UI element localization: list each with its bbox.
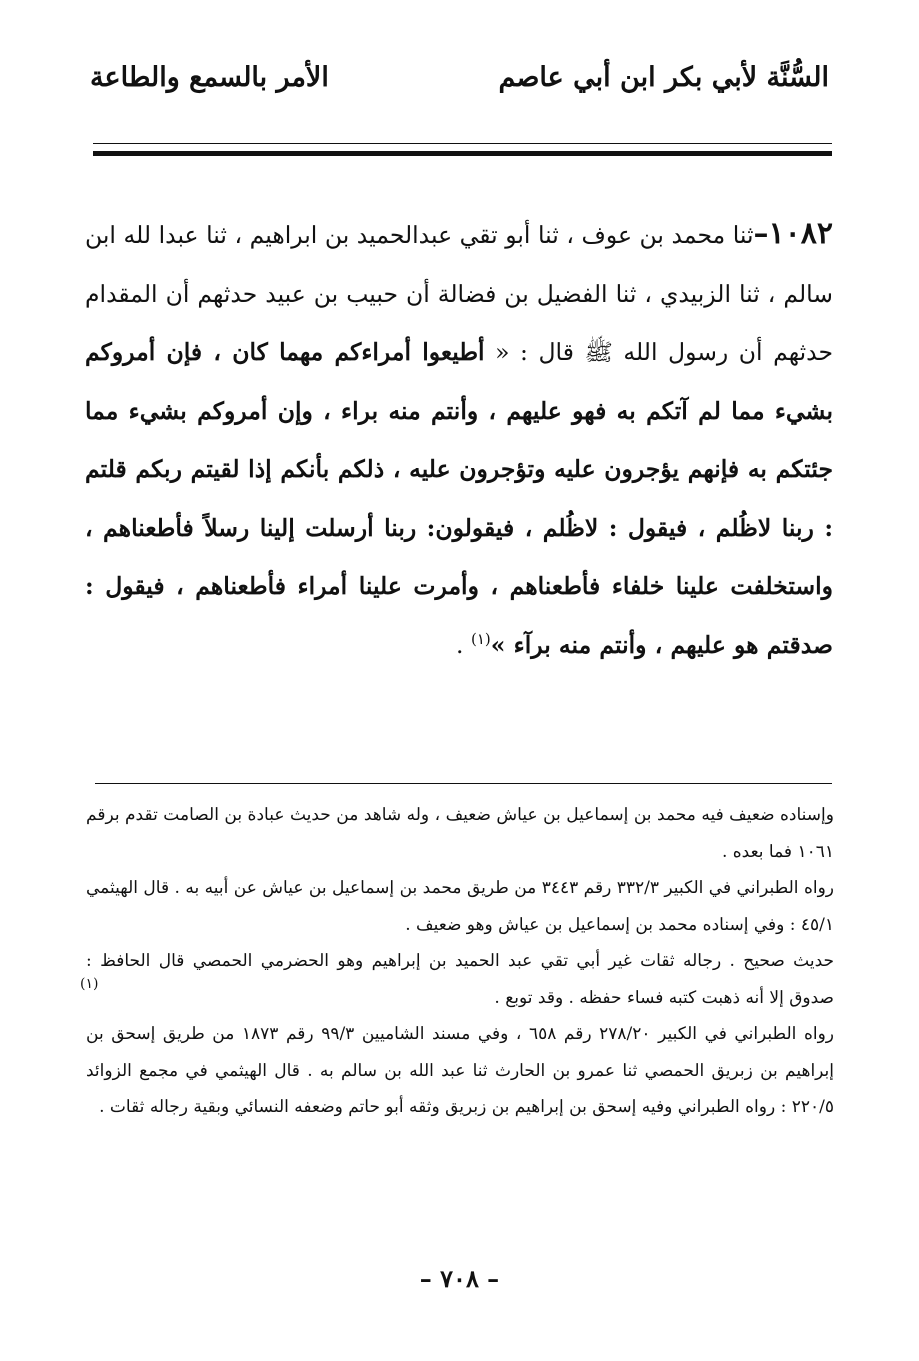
- footnote-marker: (١): [80, 976, 99, 992]
- page-number: – ٧٠٨ –: [419, 1264, 500, 1293]
- chapter-title: الأمر بالسمع والطاعة: [90, 62, 329, 93]
- book-title: السُّنَّة لأبي بكر ابن أبي عاصم: [498, 62, 829, 93]
- hadith-close-quote: »: [490, 630, 514, 659]
- footnote-separator: [95, 783, 832, 784]
- footnote-paragraph: رواه الطبراني في الكبير ٣٣٢/٣ رقم ٣٤٤٣ من طريق محمد بن إسماعيل بن عياش عن أبيه به . قال الهيثمي ٤٥/١ : وفي إسناده محمد بن إسماعيل بن عياش وهو ضعيف .: [86, 878, 834, 935]
- footnote-paragraph: رواه الطبراني في الكبير ٢٧٨/٢٠ رقم ٦٥٨ ، وفي مسند الشاميين ٩٩/٣ رقم ١٨٧٣ من طريق إسحق بن إبراهيم بن زبريق الحمصي ثنا عمرو بن الحارث ثنا عبد الله بن سالم به . قال الهيثمي في مجمع الزوائد ٢٢٠/٥ : رواه الطبراني وفيه إسحق بن إبراهيم بن زبريق وثقه أبو حاتم وضعفه النسائي وبقية رجاله ثقات .: [86, 1024, 835, 1117]
- hadith-end: .: [456, 630, 471, 659]
- header-rule-thick: [93, 151, 832, 156]
- footnote-reference[interactable]: (١): [471, 629, 491, 648]
- hadith-number: ١٠٨٢: [768, 216, 833, 251]
- hadith-isnad: ثنا محمد بن عوف ، ثنا أبو تقي عبدالحميد بن ابراهيم ، ثنا عبدا لله ابن سالم ، ثنا الزبيدي ، ثنا الفضيل بن فضالة أن حبيب بن عبيد حدثهم أن المقدام حدثهم أن رسول الله ﷺ قال : «: [85, 221, 833, 366]
- footnote-paragraph: حديث صحيح . رجاله ثقات غير أبي تقي عبد الحميد بن إبراهيم وهو الحضرمي الحمصي قال الحافظ : صدوق إلا أنه ذهبت كتبه فساء حفظه . وقد توبع .: [86, 951, 834, 1008]
- footnotes: [86, 797, 834, 1126]
- hadith-matn: أطيعوا أمراءكم مهما كان ، فإن أمروكم بشيء مما لم آتكم به فهو عليهم ، وأنتم منه براء ، وإن أمروكم بشيء مما جئتكم به فإنهم يؤجرون عليه وتؤجرون عليه ، ذلكم بأنكم إذا لقيتم ربكم قلتم : ربنا لاظُلم ، فيقول : لاظُلم ، فيقولون: ربنا أرسلت إلينا رسلاً فأطعناهم ، واستخلفت علينا خلفاء فأطعناهم ، وأمرت علينا أمراء فأطعناهم ، فيقول : صدقتم هو عليهم ، وأنتم منه برآء: [85, 338, 833, 659]
- hadith-text: [85, 205, 833, 674]
- running-header: [90, 62, 829, 112]
- hadith-dash: –: [753, 216, 769, 251]
- header-rule-thin: [93, 143, 832, 144]
- footnote-paragraph: وإسناده ضعيف فيه محمد بن إسماعيل بن عياش ضعيف ، وله شاهد من حديث عبادة بن الصامت تقدم برقم ١٠٦١ فما بعده .: [86, 805, 834, 862]
